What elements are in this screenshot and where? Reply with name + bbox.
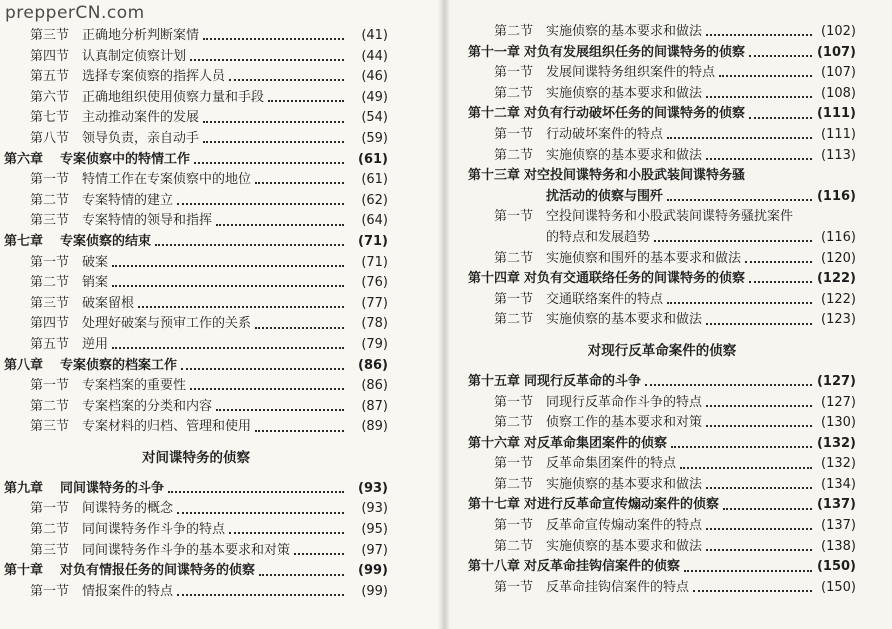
section-title: 专案档案的重要性: [82, 378, 187, 394]
toc-section-row: [468, 228, 856, 249]
section-title: 专案档案的分类和内容: [82, 398, 213, 414]
page-number: (62): [361, 192, 388, 208]
dot-leader: [259, 574, 344, 576]
page-number: (123): [821, 312, 856, 328]
dot-leader: [177, 594, 344, 596]
toc-chapter-row: [468, 495, 856, 516]
section-title: 反革命集团案件的特点: [546, 456, 677, 472]
dot-leader: [190, 59, 344, 61]
section-number: 第二节: [30, 275, 70, 291]
chapter-number: 第十五章: [468, 373, 521, 389]
section-title: 实施侦察的基本要求和做法: [546, 312, 703, 328]
toc-section-row: [4, 273, 388, 294]
page-number: (89): [361, 419, 388, 435]
section-number: 第二节: [494, 85, 534, 101]
page-number: (122): [816, 271, 856, 287]
page-number: (130): [821, 415, 856, 431]
dot-leader: [177, 512, 344, 514]
chapter-number: 第十一章: [468, 44, 521, 60]
page-number: (132): [821, 456, 856, 472]
chapter-title: 专案侦察中的特情工作: [60, 151, 191, 167]
dot-leader: [645, 384, 812, 386]
chapter-title: 对负有交通联络任务的间谍特务的侦察: [524, 271, 746, 287]
section-title: 间谍特务的概念: [82, 501, 174, 517]
dot-leader: [203, 141, 344, 143]
dot-leader: [229, 79, 344, 81]
right-toc-list: [468, 22, 856, 598]
section-title: 处理好破案与预审工作的关系: [82, 316, 252, 332]
chapter-title: 对进行反革命宣传煽动案件的侦察: [524, 497, 720, 513]
section-number: 第三节: [30, 295, 70, 311]
section-number: 第一节: [494, 126, 534, 142]
page-number: (132): [816, 435, 856, 451]
dot-leader: [684, 570, 812, 572]
chapter-title: 对空投间谍特务和小股武装间谍特务骚: [524, 168, 746, 184]
section-number: 第一节: [30, 378, 70, 394]
dot-leader: [112, 347, 344, 349]
section-number: 第五节: [30, 336, 70, 352]
section-number: 第四节: [30, 48, 70, 64]
section-number: 第八节: [30, 130, 70, 146]
watermark: prepperCN.com: [5, 3, 145, 23]
toc-section-row: [4, 191, 388, 212]
chapter-number: 第十八章: [468, 559, 521, 575]
dot-leader: [168, 491, 344, 493]
section-title: 实施侦察的基本要求和做法: [546, 85, 703, 101]
section-title: 同间谍特务作斗争的特点: [82, 522, 226, 538]
toc-section-row: [468, 413, 856, 434]
toc-section-row: [468, 454, 856, 475]
section-number: 第二节: [494, 24, 534, 39]
page-number: (41): [361, 28, 388, 43]
page-number: (107): [816, 44, 856, 60]
section-number: 第二节: [30, 398, 70, 414]
chapter-number: 第十四章: [468, 271, 521, 287]
toc-section-row: [468, 22, 856, 43]
toc-section-row: [4, 314, 388, 335]
toc-section-row: [468, 290, 856, 311]
left-page: [0, 0, 444, 629]
dot-leader: [654, 240, 812, 242]
section-number: 第一节: [494, 518, 534, 534]
section-number: 第二节: [494, 312, 534, 328]
dot-leader: [203, 121, 344, 123]
page-number: (46): [361, 69, 388, 85]
section-title: 的特点和发展趋势: [546, 229, 651, 245]
section-number: 第一节: [494, 65, 534, 81]
section-number: 第一节: [494, 579, 534, 595]
section-title: 专案特情的领导和指挥: [82, 213, 213, 229]
section-title: 认真制定侦察计划: [82, 48, 187, 64]
toc-section-row: [468, 84, 856, 105]
page-number: (150): [816, 559, 856, 575]
chapter-number: 第七章: [4, 233, 44, 249]
page-number: (120): [821, 250, 856, 266]
page-number: (113): [821, 147, 856, 163]
section-title: 侦察工作的基本要求和对策: [546, 415, 703, 431]
dot-leader: [706, 528, 812, 530]
chapter-number: 第八章: [4, 357, 44, 373]
page-number: (127): [821, 394, 856, 410]
page-number: (150): [821, 579, 856, 595]
page-number: (49): [361, 89, 388, 105]
page-number: (138): [821, 538, 856, 554]
dot-leader: [294, 553, 344, 555]
section-title: 销案: [82, 275, 109, 291]
section-number: 第一节: [494, 456, 534, 472]
section-title: 反革命挂钩信案件的特点: [546, 579, 690, 595]
page-number: (61): [361, 172, 388, 188]
page-number: (99): [361, 583, 388, 599]
section-title: 破案: [82, 254, 109, 270]
dot-leader: [112, 265, 344, 267]
dot-leader: [723, 508, 812, 510]
section-title: 特情工作在专案侦察中的地位: [82, 172, 252, 188]
section-title: 选择专案侦察的指挥人员: [82, 69, 226, 85]
section-number: 第三节: [30, 28, 70, 43]
dot-leader: [203, 38, 344, 40]
book-gutter: [438, 0, 450, 629]
dot-leader: [745, 261, 812, 263]
section-title: 主动推动案件的发展: [82, 110, 200, 126]
section-number: 第一节: [30, 583, 70, 599]
dot-leader: [706, 487, 812, 489]
dot-leader: [138, 306, 344, 308]
toc-chapter-row: [468, 187, 856, 208]
dot-leader: [194, 162, 344, 164]
toc-chapter-row: [468, 104, 856, 125]
page-number: (116): [816, 188, 856, 204]
section-title: 同现行反革命作斗争的特点: [546, 394, 703, 410]
chapter-number: 第十章: [4, 563, 44, 579]
section-title: 实施侦察和围歼的基本要求和做法: [546, 250, 742, 266]
section-number: 第五节: [30, 69, 70, 85]
toc-section-row: [4, 582, 388, 603]
section-title: 空投间谍特务和小股武装间谍特务骚扰案件: [546, 209, 794, 225]
chapter-title: 对负有发展组织任务的间谍特务的侦察: [524, 44, 746, 60]
dot-leader: [216, 224, 344, 226]
dot-leader: [667, 199, 812, 201]
toc-section-row: [468, 146, 856, 167]
toc-section-row: [4, 376, 388, 397]
page-number: (93): [361, 501, 388, 517]
section-number: 第一节: [494, 209, 534, 225]
section-title: 实施侦察的基本要求和做法: [546, 538, 703, 554]
section-number: 第三节: [30, 419, 70, 435]
page-number: (78): [361, 316, 388, 332]
chapter-number: 第十六章: [468, 435, 521, 451]
page-number: (87): [361, 398, 388, 414]
dot-leader: [706, 96, 812, 98]
page-number: (122): [821, 291, 856, 307]
dot-leader: [216, 409, 344, 411]
page-number: (99): [358, 563, 388, 579]
section-number: 第一节: [30, 254, 70, 270]
section-title: 专案材料的归档、管理和使用: [82, 419, 252, 435]
section-title: 领导负责，亲自动手: [82, 130, 200, 146]
section-title: 实施侦察的基本要求和做法: [546, 24, 703, 39]
toc-section-row: [468, 207, 856, 228]
section-title: 专案特情的建立: [82, 192, 174, 208]
chapter-title: 对负有情报任务的间谍特务的侦察: [60, 563, 256, 579]
page-number: (61): [358, 151, 388, 167]
dot-leader: [255, 327, 344, 329]
toc-chapter-row: [4, 356, 388, 377]
dot-leader: [706, 158, 812, 160]
section-number: 第三节: [30, 542, 70, 558]
page-number: (111): [821, 126, 856, 142]
section-title: 逆用: [82, 336, 109, 352]
section-number: 第一节: [30, 501, 70, 517]
page-number: (77): [361, 295, 388, 311]
dot-leader: [667, 302, 812, 304]
page-number: (102): [821, 24, 856, 39]
chapter-number: 第六章: [4, 151, 44, 167]
left-toc-list: [4, 26, 388, 602]
page-number: (76): [361, 275, 388, 291]
dot-leader: [112, 285, 344, 287]
dot-leader: [706, 34, 812, 36]
chapter-title: 对反革命集团案件的侦察: [524, 435, 668, 451]
page-number: (64): [361, 213, 388, 229]
page-number: (93): [358, 480, 388, 496]
section-number: 第一节: [30, 172, 70, 188]
section-number: 第二节: [30, 192, 70, 208]
toc-section-row: [4, 108, 388, 129]
dot-leader: [667, 137, 812, 139]
dot-leader: [749, 55, 812, 57]
dot-leader: [706, 425, 812, 427]
page-number: (86): [358, 357, 388, 373]
section-title: 正确地组织使用侦察力量和手段: [82, 89, 265, 105]
section-number: 第二节: [494, 476, 534, 492]
section-title: 行动破坏案件的特点: [546, 126, 664, 142]
toc-chapter-row: [4, 232, 388, 253]
toc-section-row: [4, 397, 388, 418]
toc-section-row: [4, 294, 388, 315]
chapter-title: 专案侦察的档案工作: [60, 357, 178, 373]
toc-section-row: [4, 417, 388, 438]
dot-leader: [706, 323, 812, 325]
section-number: 第一节: [494, 291, 534, 307]
toc-section-row: [4, 520, 388, 541]
chapter-number: 第十二章: [468, 106, 521, 122]
toc-chapter-row: [4, 150, 388, 171]
dot-leader: [181, 368, 344, 370]
page-number: (71): [358, 233, 388, 249]
chapter-title: 对负有行动破坏任务的间谍特务的侦察: [524, 106, 746, 122]
page-number: (59): [361, 130, 388, 146]
page-number: (134): [821, 476, 856, 492]
toc-section-row: [4, 541, 388, 562]
section-number: 第二节: [494, 147, 534, 163]
page-number: (137): [821, 518, 856, 534]
page-number: (137): [816, 497, 856, 513]
section-number: 第二节: [494, 415, 534, 431]
toc-section-row: [468, 125, 856, 146]
dot-leader: [749, 281, 812, 283]
chapter-title: 同间谍特务的斗争: [60, 480, 165, 496]
section-title: 同间谍特务作斗争的基本要求和对策: [82, 542, 291, 558]
dot-leader: [155, 244, 344, 246]
dot-leader: [255, 430, 344, 432]
toc-section-row: [4, 499, 388, 520]
page-number: (71): [361, 254, 388, 270]
page-number: (107): [821, 65, 856, 81]
dot-leader: [706, 549, 812, 551]
toc-chapter-row: [468, 372, 856, 393]
dot-leader: [706, 405, 812, 407]
toc-chapter-row: [468, 434, 856, 455]
section-title: 实施侦察的基本要求和做法: [546, 147, 703, 163]
page-number: (108): [821, 85, 856, 101]
section-title: 情报案件的特点: [82, 583, 174, 599]
dot-leader: [190, 388, 344, 390]
dot-leader: [255, 182, 344, 184]
toc-section-row: [468, 310, 856, 331]
toc-section-row: [468, 393, 856, 414]
toc-section-row: [468, 63, 856, 84]
page-number: (54): [361, 110, 388, 126]
dot-leader: [268, 100, 344, 102]
toc-section-row: [4, 211, 388, 232]
toc-section-row: [4, 170, 388, 191]
part-heading: 对现行反革命案件的侦察: [587, 342, 737, 359]
dot-leader: [693, 590, 812, 592]
dot-leader: [177, 203, 344, 205]
dot-leader: [680, 467, 812, 469]
dot-leader: [719, 75, 812, 77]
page-number: (95): [361, 522, 388, 538]
toc-chapter-row: [468, 557, 856, 578]
dot-leader: [749, 117, 812, 119]
toc-section-row: [468, 537, 856, 558]
toc-chapter-row: [4, 479, 388, 500]
toc-chapter-row: [468, 166, 856, 187]
page-number: (127): [816, 373, 856, 389]
toc-section-row: [4, 335, 388, 356]
chapter-title: 专案侦察的结束: [60, 233, 152, 249]
section-number: 第六节: [30, 89, 70, 105]
chapter-title: 扰活动的侦察与围歼: [546, 188, 664, 204]
section-title: 反革命宣传煽动案件的特点: [546, 518, 703, 534]
dot-leader: [229, 532, 344, 534]
toc-section-row: [468, 475, 856, 496]
toc-section-row: [4, 253, 388, 274]
section-number: 第七节: [30, 110, 70, 126]
chapter-title: 同现行反革命的斗争: [524, 373, 642, 389]
section-number: 第二节: [494, 538, 534, 554]
dot-leader: [671, 446, 812, 448]
section-title: 发展间谍特务组织案件的特点: [546, 65, 716, 81]
toc-section-row: [468, 578, 856, 599]
page-number: (111): [816, 106, 856, 122]
toc-section-row: [4, 26, 388, 47]
part-heading: 对间谍特务的侦察: [142, 449, 250, 466]
chapter-number: 第十七章: [468, 497, 521, 513]
section-title: 破案留根: [82, 295, 135, 311]
toc-chapter-row: [468, 43, 856, 64]
section-number: 第四节: [30, 316, 70, 332]
section-title: 正确地分析判断案情: [82, 28, 200, 43]
page-number: (79): [361, 336, 388, 352]
chapter-number: 第十三章: [468, 168, 521, 184]
toc-section-row: [468, 249, 856, 270]
section-number: 第二节: [30, 522, 70, 538]
section-title: 交通联络案件的特点: [546, 291, 664, 307]
toc-section-row: [468, 516, 856, 537]
page-number: (97): [361, 542, 388, 558]
toc-chapter-row: [4, 561, 388, 582]
section-number: 第二节: [494, 250, 534, 266]
page-number: (86): [361, 378, 388, 394]
section-title: 实施侦察的基本要求和做法: [546, 476, 703, 492]
toc-section-row: [4, 88, 388, 109]
page-number: (116): [821, 229, 856, 245]
chapter-title: 对反革命挂钩信案件的侦察: [524, 559, 681, 575]
section-number: 第一节: [494, 394, 534, 410]
chapter-number: 第九章: [4, 480, 44, 496]
section-number: 第三节: [30, 213, 70, 229]
page-number: (44): [361, 48, 388, 64]
toc-chapter-row: [468, 269, 856, 290]
toc-section-row: [4, 129, 388, 150]
toc-section-row: [4, 67, 388, 88]
toc-section-row: [4, 47, 388, 68]
